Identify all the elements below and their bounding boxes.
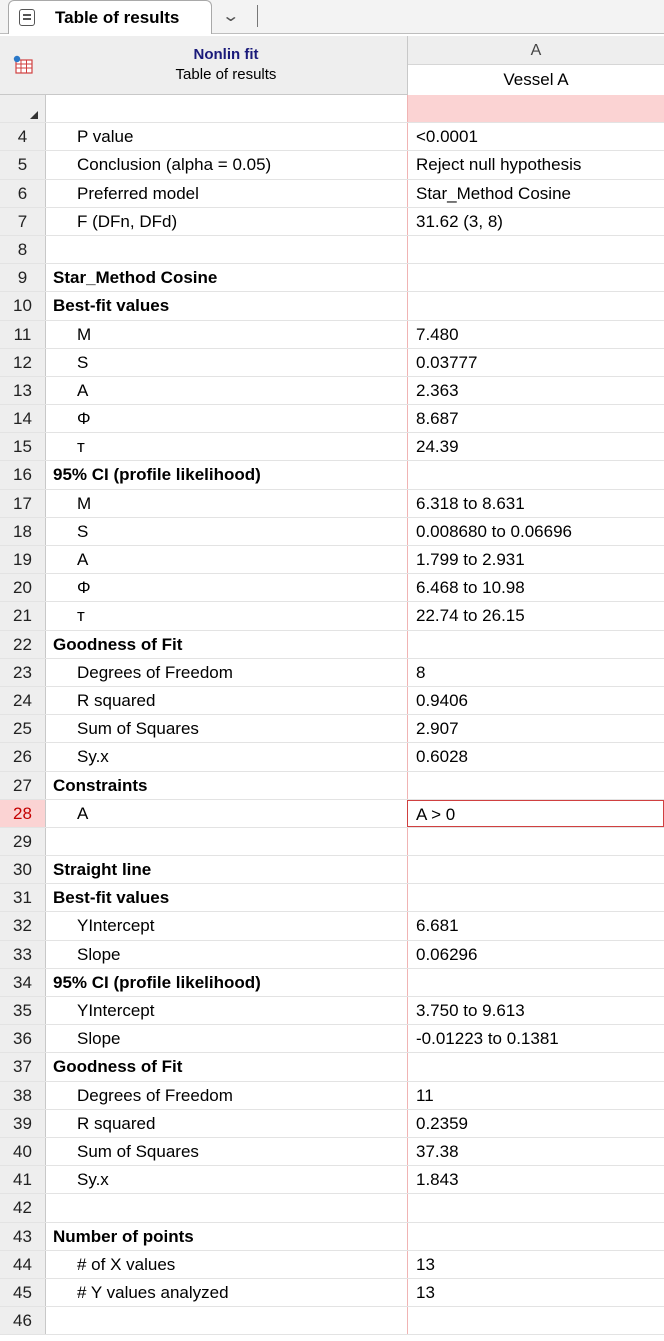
row-value[interactable]: 1.843 xyxy=(407,1166,664,1193)
row-value[interactable]: -0.01223 to 0.1381 xyxy=(407,1025,664,1052)
row-number[interactable]: 19 xyxy=(0,546,46,573)
row-number-cell xyxy=(0,95,46,122)
row-label[interactable]: Straight line xyxy=(53,860,152,880)
row-number[interactable]: 16 xyxy=(0,461,46,488)
sort-corner-icon[interactable] xyxy=(30,111,38,119)
row-label[interactable] xyxy=(47,828,407,855)
table-row[interactable] xyxy=(0,151,664,179)
row-value[interactable]: 13 xyxy=(407,1279,664,1306)
row-number[interactable]: 25 xyxy=(0,715,46,742)
row-label[interactable]: Star_Method Cosine xyxy=(53,268,218,288)
tab-bar xyxy=(0,0,664,34)
sheet-icon xyxy=(19,9,35,26)
table-row[interactable] xyxy=(0,1053,664,1081)
row-value[interactable] xyxy=(407,631,664,658)
row-label[interactable]: Slope xyxy=(77,1029,121,1049)
row-label[interactable]: M xyxy=(77,324,92,344)
table-row[interactable] xyxy=(0,856,664,884)
row-label[interactable]: Sy.x xyxy=(77,747,109,767)
row-number[interactable]: 35 xyxy=(0,997,46,1024)
row-value[interactable]: A > 0 xyxy=(407,800,664,827)
table-row[interactable] xyxy=(0,772,664,800)
tab-table-of-results[interactable] xyxy=(8,0,212,34)
column-header-a[interactable] xyxy=(407,36,664,94)
row-value[interactable]: Star_Method Cosine xyxy=(407,180,664,207)
row-label[interactable]: Sum of Squares xyxy=(77,1141,199,1161)
table-row[interactable] xyxy=(0,1279,664,1307)
row-label[interactable]: т xyxy=(77,437,85,457)
row-value[interactable]: 0.03777 xyxy=(407,349,664,376)
table-row[interactable] xyxy=(0,912,664,940)
table-row[interactable] xyxy=(0,687,664,715)
row-number[interactable]: 20 xyxy=(0,574,46,601)
row-number[interactable]: 5 xyxy=(0,151,46,178)
row-value[interactable]: 6.681 xyxy=(407,912,664,939)
row-value[interactable] xyxy=(407,292,664,319)
row-number[interactable]: 33 xyxy=(0,941,46,968)
table-row[interactable] xyxy=(0,349,664,377)
tab-label: Table of results xyxy=(55,8,180,27)
table-row[interactable] xyxy=(0,1138,664,1166)
table-row[interactable] xyxy=(0,1110,664,1138)
row-number[interactable]: 10 xyxy=(0,292,46,319)
row-number[interactable]: 45 xyxy=(0,1279,46,1306)
row-value[interactable]: 0.2359 xyxy=(407,1110,664,1137)
row-value[interactable] xyxy=(407,969,664,996)
row-number[interactable]: 42 xyxy=(0,1194,46,1221)
filter-value-cell[interactable] xyxy=(407,95,664,122)
table-row[interactable] xyxy=(0,715,664,743)
row-number[interactable]: 13 xyxy=(0,377,46,404)
row-number[interactable]: 44 xyxy=(0,1251,46,1278)
row-label[interactable]: P value xyxy=(77,127,134,147)
row-value[interactable]: 0.6028 xyxy=(407,743,664,770)
row-label[interactable]: Conclusion (alpha = 0.05) xyxy=(77,155,272,175)
row-number[interactable]: 15 xyxy=(0,433,46,460)
table-row[interactable] xyxy=(0,997,664,1025)
row-label[interactable]: Goodness of Fit xyxy=(53,634,183,654)
table-row[interactable] xyxy=(0,490,664,518)
row-number[interactable]: 17 xyxy=(0,490,46,517)
row-value[interactable] xyxy=(407,828,664,855)
table-row[interactable] xyxy=(0,941,664,969)
row-value[interactable] xyxy=(407,264,664,291)
row-label[interactable]: S xyxy=(77,521,89,541)
row-value[interactable] xyxy=(407,1053,664,1080)
row-label[interactable]: Degrees of Freedom xyxy=(77,1085,233,1105)
row-label[interactable] xyxy=(47,236,407,263)
row-value[interactable]: 1.799 to 2.931 xyxy=(407,546,664,573)
row-number[interactable]: 12 xyxy=(0,349,46,376)
row-value[interactable]: 7.480 xyxy=(407,321,664,348)
row-number[interactable]: 24 xyxy=(0,687,46,714)
row-value[interactable]: 6.318 to 8.631 xyxy=(407,490,664,517)
analysis-title: Nonlin fit xyxy=(193,46,259,63)
row-label[interactable]: Degrees of Freedom xyxy=(77,662,233,682)
tab-divider xyxy=(257,5,258,27)
row-value[interactable] xyxy=(407,884,664,911)
chevron-down-icon[interactable]: ⌄ xyxy=(221,8,241,25)
row-label[interactable]: A xyxy=(77,803,89,823)
table-row[interactable] xyxy=(0,405,664,433)
row-number[interactable]: 38 xyxy=(0,1082,46,1109)
table-row[interactable] xyxy=(0,1166,664,1194)
filter-label-cell[interactable] xyxy=(47,95,407,122)
row-value[interactable]: 2.363 xyxy=(407,377,664,404)
row-label[interactable]: Sy.x xyxy=(77,1170,109,1190)
row-number[interactable]: 6 xyxy=(0,180,46,207)
row-number[interactable]: 28 xyxy=(0,800,46,827)
row-number[interactable]: 41 xyxy=(0,1166,46,1193)
row-label[interactable]: 95% CI (profile likelihood) xyxy=(53,465,261,485)
row-number[interactable]: 22 xyxy=(0,631,46,658)
row-label[interactable]: YIntercept xyxy=(77,1001,155,1020)
table-row[interactable] xyxy=(0,574,664,602)
row-label[interactable]: Number of points xyxy=(53,1226,194,1246)
row-value[interactable]: 0.9406 xyxy=(407,687,664,714)
table-row[interactable] xyxy=(0,1194,664,1222)
row-number[interactable]: 9 xyxy=(0,264,46,291)
row-label[interactable]: YIntercept xyxy=(77,916,155,936)
row-number[interactable]: 36 xyxy=(0,1025,46,1052)
row-number[interactable]: 29 xyxy=(0,828,46,855)
row-number[interactable]: 39 xyxy=(0,1110,46,1137)
table-row[interactable] xyxy=(0,1307,664,1335)
row-label[interactable]: A xyxy=(77,550,89,569)
row-value[interactable]: 37.38 xyxy=(407,1138,664,1165)
table-grid-icon[interactable] xyxy=(12,54,34,74)
table-row[interactable] xyxy=(0,236,664,264)
row-label[interactable]: M xyxy=(77,493,92,513)
row-value[interactable]: 22.74 to 26.15 xyxy=(407,602,664,629)
row-label[interactable]: A xyxy=(77,380,89,400)
table-row[interactable] xyxy=(0,828,664,856)
row-value[interactable]: 13 xyxy=(407,1251,664,1278)
results-table xyxy=(0,36,664,1335)
row-number[interactable]: 37 xyxy=(0,1053,46,1080)
table-row[interactable] xyxy=(0,800,664,828)
row-value[interactable] xyxy=(407,1307,664,1334)
row-label[interactable]: т xyxy=(77,606,85,626)
table-row[interactable] xyxy=(0,884,664,912)
row-value[interactable]: 8.687 xyxy=(407,405,664,432)
row-label[interactable]: Constraints xyxy=(53,775,148,795)
table-row[interactable] xyxy=(0,208,664,236)
row-value[interactable]: 0.06296 xyxy=(407,941,664,968)
row-value[interactable] xyxy=(407,856,664,883)
table-row[interactable] xyxy=(0,292,664,320)
row-label[interactable]: Φ xyxy=(77,409,91,429)
row-value[interactable]: 24.39 xyxy=(407,433,664,460)
row-label[interactable]: Goodness of Fit xyxy=(53,1057,183,1077)
row-value[interactable]: 6.468 to 10.98 xyxy=(407,574,664,601)
row-value[interactable]: 3.750 to 9.613 xyxy=(407,997,664,1024)
table-row[interactable] xyxy=(0,433,664,461)
row-value[interactable] xyxy=(407,1194,664,1221)
row-value[interactable]: 11 xyxy=(407,1082,664,1109)
row-number[interactable]: 30 xyxy=(0,856,46,883)
table-row[interactable] xyxy=(0,1025,664,1053)
row-value[interactable]: Reject null hypothesis xyxy=(407,151,664,178)
table-row[interactable] xyxy=(0,602,664,630)
row-value[interactable]: 2.907 xyxy=(407,715,664,742)
table-row[interactable] xyxy=(0,264,664,292)
row-label[interactable]: Best-fit values xyxy=(53,296,170,316)
row-number[interactable]: 31 xyxy=(0,884,46,911)
table-body xyxy=(0,123,664,1335)
row-number[interactable]: 27 xyxy=(0,772,46,799)
row-number[interactable]: 4 xyxy=(0,123,46,150)
table-row[interactable] xyxy=(0,123,664,151)
row-number[interactable]: 40 xyxy=(0,1138,46,1165)
row-value[interactable] xyxy=(407,772,664,799)
row-value[interactable] xyxy=(407,461,664,488)
row-number[interactable]: 34 xyxy=(0,969,46,996)
row-number[interactable]: 18 xyxy=(0,518,46,545)
row-label[interactable]: S xyxy=(77,352,89,372)
table-row[interactable] xyxy=(0,180,664,208)
row-label[interactable]: # of X values xyxy=(77,1254,176,1274)
row-number[interactable]: 7 xyxy=(0,208,46,235)
table-row[interactable] xyxy=(0,377,664,405)
column-title[interactable]: Vessel A xyxy=(408,64,664,95)
row-value[interactable] xyxy=(407,1223,664,1250)
row-label[interactable]: Preferred model xyxy=(77,183,199,203)
table-row[interactable] xyxy=(0,631,664,659)
row-number[interactable]: 21 xyxy=(0,602,46,629)
row-number[interactable]: 14 xyxy=(0,405,46,432)
column-letter: A xyxy=(530,42,542,59)
table-row[interactable] xyxy=(0,518,664,546)
row-number[interactable]: 23 xyxy=(0,659,46,686)
row-value[interactable]: 31.62 (3, 8) xyxy=(407,208,664,235)
table-row[interactable] xyxy=(0,1251,664,1279)
table-row[interactable] xyxy=(0,1082,664,1110)
row-label[interactable]: # Y values analyzed xyxy=(77,1282,229,1302)
row-label[interactable]: R squared xyxy=(77,690,156,710)
row-label[interactable]: 95% CI (profile likelihood) xyxy=(53,972,261,992)
row-label[interactable] xyxy=(47,1307,407,1334)
row-number[interactable]: 8 xyxy=(0,236,46,263)
row-number[interactable]: 32 xyxy=(0,912,46,939)
row-label[interactable] xyxy=(47,1194,407,1221)
row-label[interactable]: Φ xyxy=(77,578,91,598)
row-label[interactable]: Slope xyxy=(77,944,121,964)
table-header xyxy=(0,36,664,95)
row-value[interactable]: 8 xyxy=(407,659,664,686)
table-row[interactable] xyxy=(0,1223,664,1251)
row-number[interactable]: 46 xyxy=(0,1307,46,1334)
row-label[interactable]: R squared xyxy=(77,1113,156,1133)
row-number[interactable]: 26 xyxy=(0,743,46,770)
table-row[interactable] xyxy=(0,321,664,349)
table-row[interactable] xyxy=(0,659,664,687)
row-value[interactable] xyxy=(407,236,664,263)
table-row[interactable] xyxy=(0,461,664,489)
row-number[interactable]: 11 xyxy=(0,321,46,348)
filter-row xyxy=(0,95,664,123)
table-row[interactable] xyxy=(0,969,664,997)
analysis-subtitle: Table of results xyxy=(175,66,277,83)
table-row[interactable] xyxy=(0,546,664,574)
row-value[interactable]: 0.008680 to 0.06696 xyxy=(407,518,664,545)
row-label[interactable]: Best-fit values xyxy=(53,888,170,908)
row-label[interactable]: Sum of Squares xyxy=(77,719,199,739)
row-value[interactable]: <0.0001 xyxy=(407,123,664,150)
table-row[interactable] xyxy=(0,743,664,771)
row-label[interactable]: F (DFn, DFd) xyxy=(77,211,178,231)
row-number[interactable]: 43 xyxy=(0,1223,46,1250)
